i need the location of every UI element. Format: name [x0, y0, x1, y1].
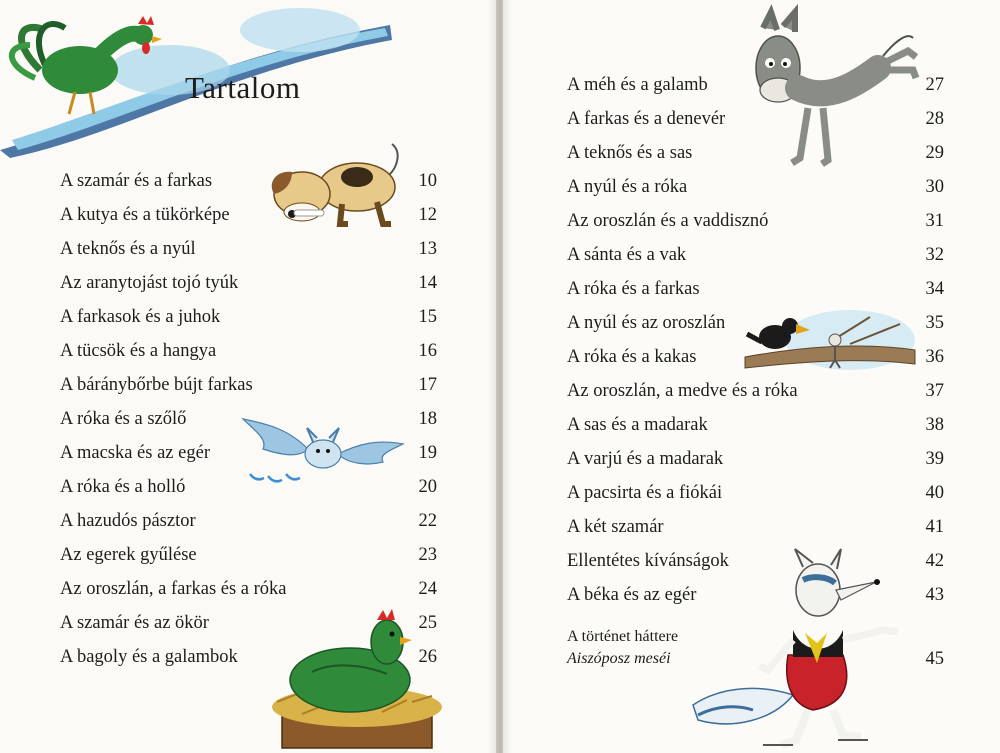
toc-entry-title[interactable]: Az egerek gyűlése: [60, 545, 197, 565]
toc-entry-title[interactable]: A sas és a madarak: [567, 415, 708, 435]
toc-entry-title[interactable]: A sánta és a vak: [567, 245, 687, 265]
toc-entry-title[interactable]: A róka és a szőlő: [60, 409, 187, 429]
toc-entry-title[interactable]: Az aranytojást tojó tyúk: [60, 273, 239, 293]
toc-entry-title[interactable]: A nyúl és az oroszlán: [567, 313, 726, 333]
toc-entry-title[interactable]: A róka és a kakas: [567, 347, 697, 367]
fox-illustration: [693, 545, 923, 750]
toc-entry-page: 16: [418, 341, 437, 361]
appendix-line-1[interactable]: A történet háttere: [567, 628, 679, 645]
toc-entry-title[interactable]: A szamár és az ökör: [60, 613, 209, 633]
toc-entry-page: 15: [418, 307, 437, 327]
toc-entry-page: 39: [925, 449, 944, 469]
toc-entry-page: 10: [418, 171, 437, 191]
toc-entry-page: 19: [418, 443, 437, 463]
toc-entry-title[interactable]: Ellentétes kívánságok: [567, 551, 729, 571]
toc-entry-page: 12: [418, 205, 437, 225]
toc-entry-title[interactable]: A tücsök és a hangya: [60, 341, 217, 361]
toc-entry-title[interactable]: A méh és a galamb: [567, 75, 708, 95]
dog-illustration: [262, 132, 412, 232]
toc-entry-title[interactable]: A teknős és a sas: [567, 143, 693, 163]
toc-entry-page: 29: [925, 143, 944, 163]
toc-entry-title[interactable]: A kutya és a tükörképe: [60, 205, 230, 225]
toc-entry-page: 38: [925, 415, 944, 435]
toc-entry-title[interactable]: A teknős és a nyúl: [60, 239, 196, 259]
toc-entry-page: 32: [925, 245, 944, 265]
toc-entry-title[interactable]: Az oroszlán, a farkas és a róka: [60, 579, 287, 599]
toc-entry-title[interactable]: A bagoly és a galambok: [60, 647, 238, 667]
right-page: [503, 0, 1000, 753]
toc-entry-page: 24: [418, 579, 437, 599]
toc-entry-page: 28: [925, 109, 944, 129]
toc-entry-page: 27: [925, 75, 944, 95]
appendix-page: 45: [925, 649, 944, 669]
toc-entry-page: 43: [925, 585, 944, 605]
book-gutter: [488, 0, 512, 753]
appendix-line-2[interactable]: Aiszóposz meséi: [567, 650, 671, 667]
toc-entry-title[interactable]: A varjú és a madarak: [567, 449, 724, 469]
toc-entry-page: 23: [418, 545, 437, 565]
toc-entry-page: 34: [925, 279, 944, 299]
toc-entry-title[interactable]: A farkas és a denevér: [567, 109, 726, 129]
toc-entry-page: 37: [925, 381, 944, 401]
toc-entry-title[interactable]: A hazudós pásztor: [60, 511, 196, 531]
toc-entry-title[interactable]: Az oroszlán és a vaddisznó: [567, 211, 769, 231]
toc-entry-page: 35: [925, 313, 944, 333]
toc-entry-title[interactable]: A róka és a farkas: [567, 279, 700, 299]
toc-entry-page: 14: [418, 273, 437, 293]
toc-entry-title[interactable]: Az oroszlán, a medve és a róka: [567, 381, 798, 401]
toc-entry-page: 25: [418, 613, 437, 633]
crow-illustration: [740, 302, 915, 382]
toc-entry-page: 41: [925, 517, 944, 537]
toc-entry-page: 20: [418, 477, 437, 497]
toc-entry-title[interactable]: A báránybőrbe bújt farkas: [60, 375, 253, 395]
toc-entry-title[interactable]: A macska és az egér: [60, 443, 210, 463]
toc-entry-page: 36: [925, 347, 944, 367]
toc-entry-title[interactable]: A pacsirta és a fiókái: [567, 483, 723, 503]
toc-entry-page: 42: [925, 551, 944, 571]
toc-entry-page: 22: [418, 511, 437, 531]
toc-entry-title[interactable]: A nyúl és a róka: [567, 177, 688, 197]
toc-entry-page: 31: [925, 211, 944, 231]
toc-entry-page: 17: [418, 375, 437, 395]
left-page: [0, 0, 496, 753]
bat-illustration: [238, 404, 408, 494]
toc-entry-page: 40: [925, 483, 944, 503]
toc-entry-title[interactable]: A béka és az egér: [567, 585, 697, 605]
toc-entry-page: 30: [925, 177, 944, 197]
toc-entry-title[interactable]: A róka és a holló: [60, 477, 186, 497]
toc-entry-title[interactable]: A két szamár: [567, 517, 664, 537]
page-title: Tartalom: [185, 70, 301, 105]
toc-entry-title[interactable]: A farkasok és a juhok: [60, 307, 221, 327]
toc-entry-page: 18: [418, 409, 437, 429]
donkey-illustration: [738, 8, 928, 173]
toc-entry-page: 13: [418, 239, 437, 259]
toc-entry-title[interactable]: A szamár és a farkas: [60, 171, 213, 191]
toc-entry-page: 26: [418, 647, 437, 667]
